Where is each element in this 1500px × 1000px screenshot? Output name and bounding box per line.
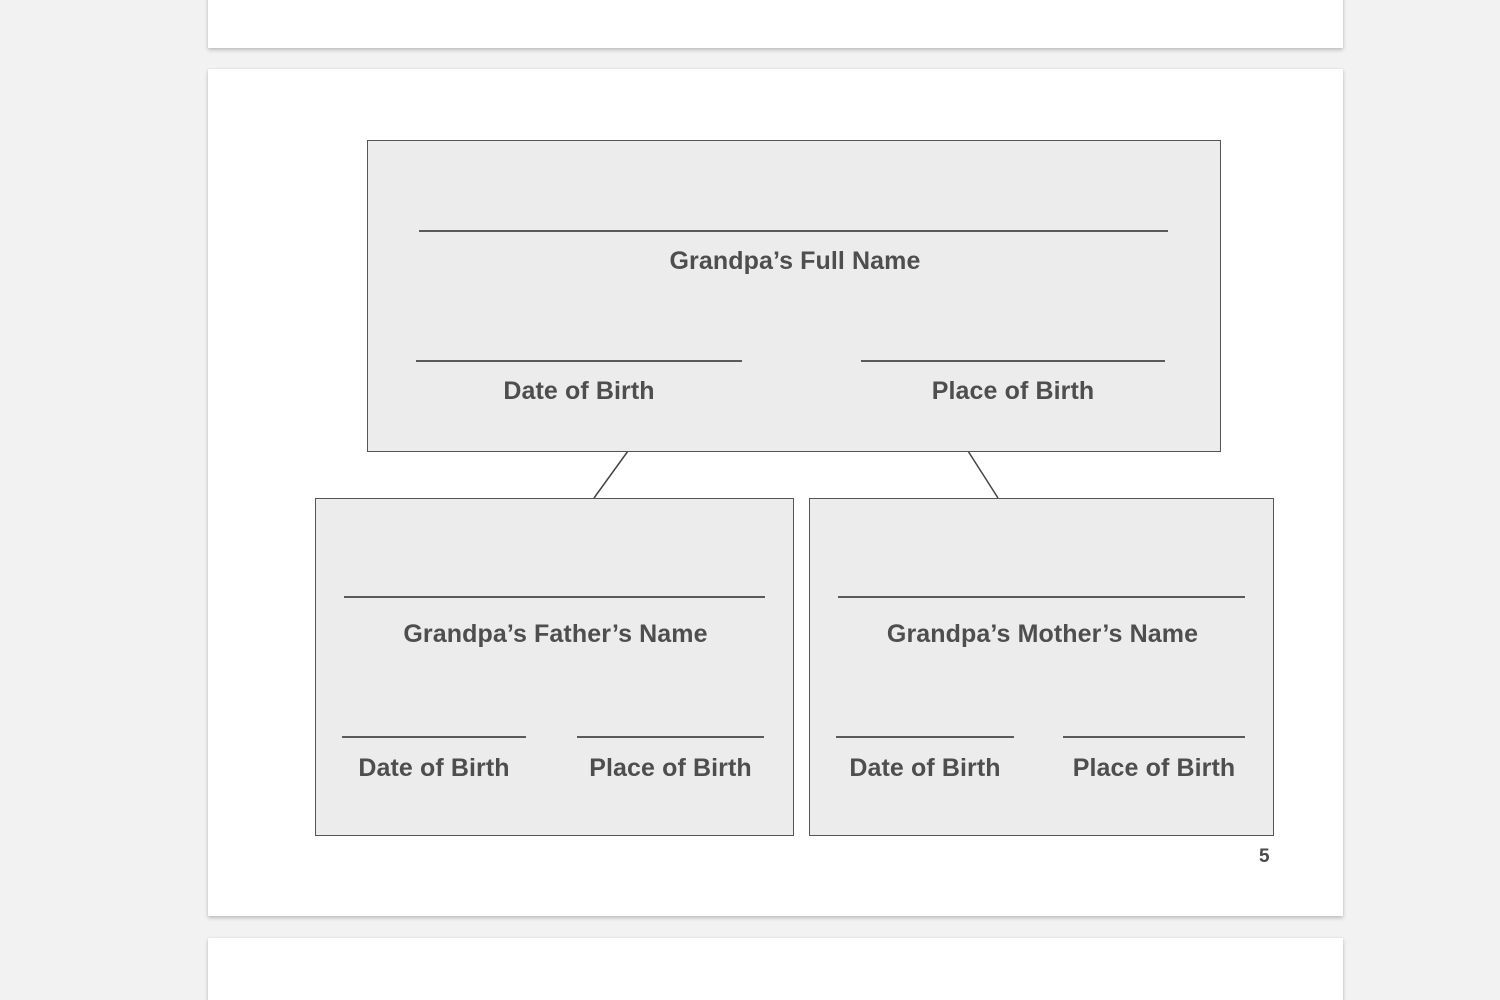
grandpa-dob-label: Date of Birth bbox=[503, 377, 655, 405]
mother-name-line[interactable] bbox=[838, 596, 1245, 598]
father-dob-line[interactable] bbox=[342, 736, 526, 738]
father-dob-label: Date of Birth bbox=[358, 754, 510, 782]
grandpa-name-line[interactable] bbox=[419, 230, 1168, 232]
father-name-line[interactable] bbox=[344, 596, 765, 598]
mother-pob-line[interactable] bbox=[1063, 736, 1245, 738]
previous-page bbox=[208, 0, 1343, 48]
current-page bbox=[208, 69, 1343, 916]
father-name-label: Grandpa’s Father’s Name bbox=[403, 620, 708, 648]
mother-dob-label: Date of Birth bbox=[849, 754, 1001, 782]
grandpa-pob-label: Place of Birth bbox=[931, 377, 1095, 405]
mother-dob-line[interactable] bbox=[836, 736, 1014, 738]
mother-name-label: Grandpa’s Mother’s Name bbox=[886, 620, 1199, 648]
grandpa-name-label: Grandpa’s Full Name bbox=[669, 247, 921, 275]
next-page bbox=[208, 938, 1343, 1000]
grandpa-card bbox=[367, 140, 1221, 452]
father-pob-label: Place of Birth bbox=[589, 754, 752, 782]
page-number: 5 bbox=[1259, 846, 1270, 867]
connector-mother bbox=[968, 451, 998, 498]
grandpa-pob-line[interactable] bbox=[861, 360, 1165, 362]
connector-father bbox=[594, 451, 628, 498]
mother-pob-label: Place of Birth bbox=[1072, 754, 1236, 782]
father-card bbox=[315, 498, 794, 836]
father-pob-line[interactable] bbox=[577, 736, 764, 738]
grandpa-dob-line[interactable] bbox=[416, 360, 742, 362]
mother-card bbox=[809, 498, 1274, 836]
